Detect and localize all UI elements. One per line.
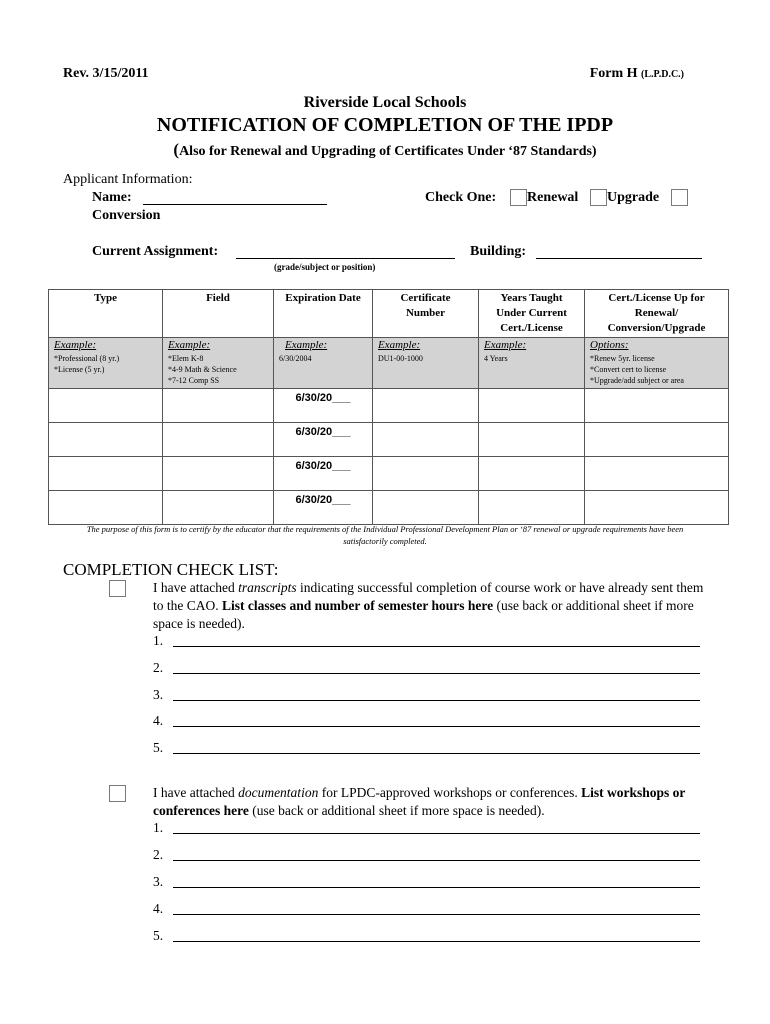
cert-number-cell[interactable]	[373, 457, 479, 491]
field-cell[interactable]	[163, 423, 274, 457]
renewal-cell[interactable]	[585, 491, 729, 525]
upgrade-label: Upgrade	[607, 190, 660, 205]
instruction-text: I have attached	[153, 580, 239, 595]
cert-number-cell[interactable]	[373, 491, 479, 525]
col-header-years: Years Taught Under Current Cert./License	[479, 290, 585, 338]
example-cell-expiration	[274, 338, 373, 389]
course-line-3[interactable]	[153, 687, 163, 703]
revision-date: Rev. 3/15/2011	[63, 66, 149, 81]
renewal-cell[interactable]	[585, 423, 729, 457]
table-header-row	[49, 290, 729, 338]
workshop-line-4[interactable]	[153, 901, 163, 917]
documentation-checkbox[interactable]	[109, 785, 126, 802]
course-line-1[interactable]	[153, 633, 163, 649]
example-value: *Upgrade/add subject or area	[590, 376, 684, 385]
years-cell[interactable]	[479, 423, 585, 457]
form-title: NOTIFICATION OF COMPLETION OF THE IPDP	[156, 114, 614, 136]
subtitle-text: Also for Renewal and Upgrading of Certificates Under ‘87 Standards)	[179, 144, 597, 159]
example-label: Example:	[285, 339, 328, 351]
line-number: 5.	[153, 928, 164, 943]
workshop-line-1[interactable]	[153, 820, 163, 836]
renewal-cell[interactable]	[585, 457, 729, 491]
conversion-checkbox[interactable]	[671, 189, 688, 206]
subtitle-open-paren: (	[173, 140, 180, 159]
certificate-table	[48, 289, 729, 525]
instruction-emphasis: documentation	[238, 785, 319, 800]
example-cell-years	[479, 338, 585, 389]
table-row	[49, 457, 729, 491]
years-cell[interactable]	[479, 389, 585, 423]
example-value: 4 Years	[484, 354, 508, 363]
line-number: 4.	[153, 901, 164, 916]
form-id-sub: (L.P.D.C.)	[641, 69, 684, 80]
assignment-label: Current Assignment:	[92, 244, 219, 259]
years-cell[interactable]	[479, 457, 585, 491]
instruction-text: (use back or additional sheet if more space is needed).	[153, 598, 694, 631]
purpose-note: The purpose of this form is to certify by the educator that the requirements of the Individual Professional Development Plan or ‘87 renewal or upgrade requirements have been satisfactorily completed.	[86, 524, 684, 546]
course-line-2[interactable]	[153, 660, 163, 676]
name-label: Name:	[92, 190, 132, 205]
renewal-cell[interactable]	[585, 389, 729, 423]
example-value: *7-12 Comp SS	[168, 376, 220, 385]
example-cell-renewal	[585, 338, 729, 389]
line-number: 5.	[153, 740, 164, 755]
example-cell-field	[163, 338, 274, 389]
check-one-label: Check One:	[425, 190, 497, 205]
line-number: 2.	[153, 660, 164, 675]
cert-number-cell[interactable]	[373, 423, 479, 457]
instruction-text: indicating successful completion of course work or have already sent them to the CAO.	[153, 580, 704, 613]
example-value: *Professional (8 yr.)	[54, 354, 120, 363]
line-number: 3.	[153, 874, 164, 889]
line-number: 2.	[153, 847, 164, 862]
example-cell-type	[49, 338, 163, 389]
building-field[interactable]	[536, 246, 702, 259]
school-name: Riverside Local Schools	[303, 94, 467, 111]
example-value: *Elem K-8	[168, 354, 204, 363]
col-header-expiration: Expiration Date	[274, 290, 373, 338]
table-row	[49, 389, 729, 423]
form-subtitle	[0, 140, 770, 160]
example-value: *License (5 yr.)	[54, 365, 105, 374]
conversion-label: Conversion	[92, 208, 161, 223]
instruction-bold: List workshops or conferences here	[153, 785, 686, 818]
col-header-renewal: Cert./License Up for Renewal/ Conversion/Upgrade	[585, 290, 729, 338]
cert-number-cell[interactable]	[373, 389, 479, 423]
example-value: *4-9 Math & Science	[168, 365, 237, 374]
field-cell[interactable]	[163, 389, 274, 423]
expiration-cell[interactable]: 6/30/20___	[274, 389, 373, 423]
example-value: *Convert cert to license	[590, 365, 667, 374]
example-label: Example:	[54, 339, 97, 351]
assignment-field[interactable]	[236, 246, 455, 259]
form-id-main: Form H	[589, 66, 638, 81]
course-line-5[interactable]	[153, 740, 163, 756]
example-label: Example:	[484, 339, 527, 351]
upgrade-checkbox[interactable]	[590, 189, 607, 206]
expiration-cell[interactable]: 6/30/20___	[274, 423, 373, 457]
course-line-4[interactable]	[153, 713, 163, 729]
name-field[interactable]	[143, 192, 327, 205]
line-number: 1.	[153, 633, 164, 648]
line-number: 1.	[153, 820, 164, 835]
transcripts-checkbox[interactable]	[109, 580, 126, 597]
col-header-cert-number: Certificate Number	[373, 290, 479, 338]
documentation-instruction	[153, 784, 713, 820]
table-row	[49, 491, 729, 525]
workshop-line-5[interactable]	[153, 928, 163, 944]
workshop-line-2[interactable]	[153, 847, 163, 863]
instruction-text: I have attached	[153, 785, 239, 800]
form-id	[590, 66, 684, 82]
example-cell-cert-number	[373, 338, 479, 389]
building-label: Building:	[470, 244, 527, 259]
example-value: DU1-00-1000	[378, 354, 423, 363]
expiration-cell[interactable]: 6/30/20___	[274, 491, 373, 525]
field-cell[interactable]	[163, 491, 274, 525]
applicant-info-label: Applicant Information:	[63, 172, 193, 187]
type-cell[interactable]	[49, 491, 163, 525]
renewal-checkbox[interactable]	[510, 189, 527, 206]
type-cell[interactable]	[49, 423, 163, 457]
line-number: 4.	[153, 713, 164, 728]
assignment-hint: (grade/subject or position)	[274, 262, 376, 272]
instruction-text: for LPDC-approved workshops or conferences.	[318, 785, 582, 800]
line-number: 3.	[153, 687, 164, 702]
example-value: 6/30/2004	[279, 354, 312, 363]
example-value: *Renew 5yr. license	[590, 354, 655, 363]
instruction-text: (use back or additional sheet if more space is needed).	[248, 803, 545, 818]
table-row	[49, 423, 729, 457]
renewal-label: Renewal	[527, 190, 579, 205]
type-cell[interactable]	[49, 457, 163, 491]
example-label: Options:	[590, 339, 629, 351]
expiration-cell[interactable]: 6/30/20___	[274, 457, 373, 491]
transcripts-instruction	[153, 579, 713, 633]
years-cell[interactable]	[479, 491, 585, 525]
instruction-bold: List classes and number of semester hours here	[222, 598, 494, 613]
checklist-title: COMPLETION CHECK LIST:	[63, 560, 279, 579]
col-header-type: Type	[49, 290, 163, 338]
col-header-field: Field	[163, 290, 274, 338]
example-label: Example:	[168, 339, 211, 351]
workshop-line-3[interactable]	[153, 874, 163, 890]
example-row	[49, 338, 729, 389]
field-cell[interactable]	[163, 457, 274, 491]
example-label: Example:	[378, 339, 421, 351]
instruction-emphasis: transcripts	[238, 580, 297, 595]
type-cell[interactable]	[49, 389, 163, 423]
